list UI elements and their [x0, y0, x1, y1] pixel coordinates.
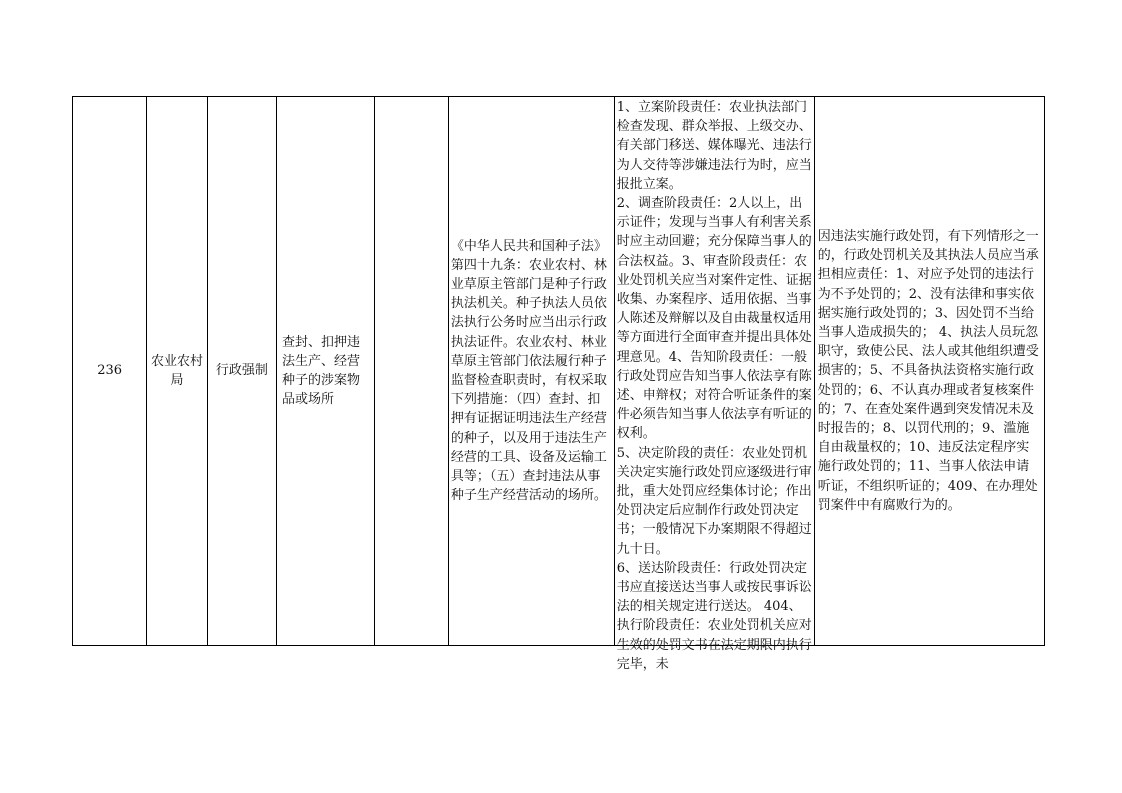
item-name-cell	[277, 97, 375, 646]
accountability-text: 因违法实施行政处罚，有下列情形之一的，行政处罚机关及其执法人员应当承担相应责任：1、对应予处罚的违法行为不予处罚的；2、没有法律和事实依据实施行政处罚的；3、因处罚不当给当事人造成损失的； 4、执法人员玩忽职守，致使公民、法人或其他组织遭受损害的；5、不具备执法资格实施行政处罚的；6、不认真办理或者复核案件的；7、在查处案件遇到突发情况未及时报告的；8、以罚代刑的；9、滥施自由裁量权的；10、违反法定程序实施行政处罚的；11、当事人依法申请听证，不组织听证的；409、在办理处罚案件中有腐败行为的。	[817, 228, 1039, 513]
power-type-cell	[207, 97, 276, 646]
department-name: 农业农村局	[151, 353, 204, 388]
item-number-cell	[73, 97, 147, 646]
department-cell	[147, 97, 207, 646]
responsibility-text: 1、立案阶段责任：农业执法部门检查发现、群众举报、上级交办、有关部门移送、媒体曝光、违法行为人交待等涉嫌违法行为时，应当报批立案。 2、调查阶段责任：2人以上，出示证件；发现与当事人有利害关系时应主动回避；充分保障当事人的合法权益。3、审查阶段责任：农业处罚机关应当对案件定性、证据收集、办案程序、适用依据、当事人陈述及辩解以及自由裁量权适用等方面进行全面审查并提出具体处理意见。4、告知阶段责任：一般行政处罚应告知当事人依法享有陈述、申辩权；对符合听证条件的案件必须告知当事人依法享有听证的权利。 5、决定阶段的责任：农业处罚机关决定实施行政处罚应逐级进行审批，重大处罚应经集体讨论；作出处罚决定后应制作行政处罚决定书；一般情况下办案期限不得超过九十日。 6、送达阶段责任：行政处罚决定书应直接送达当事人或按民事诉讼法的相关规定进行送达。 404、执行阶段责任：农业处罚机关应对生效的处罚文书在法定期限内执行完毕，未	[616, 100, 812, 672]
power-type: 行政强制	[215, 363, 268, 379]
table-row	[73, 97, 1045, 646]
item-number: 236	[97, 363, 123, 379]
sub-item-cell	[374, 97, 448, 646]
legal-basis-text: 《中华人民共和国种子法》第四十九条：农业农村、林业草原主管部门是种子行政执法机关。种子执法人员依法执行公务时应当出示行政执法证件。农业农村、林业草原主管部门依法履行种子监督检查职责时，有权采取下列措施：（四）查封、扣押有证据证明违法生产经营的种子，以及用于违法生产经营的工具、设备及运输工具等；（五）查封违法从事种子生产经营活动的场所。	[450, 238, 607, 504]
legal-basis-cell	[448, 97, 614, 646]
power-list-table	[72, 96, 1045, 672]
accountability-cell	[814, 97, 1044, 646]
responsibility-cell	[614, 97, 814, 672]
item-name: 查封、扣押违法生产、经营种子的涉案物品或场所	[282, 334, 361, 408]
